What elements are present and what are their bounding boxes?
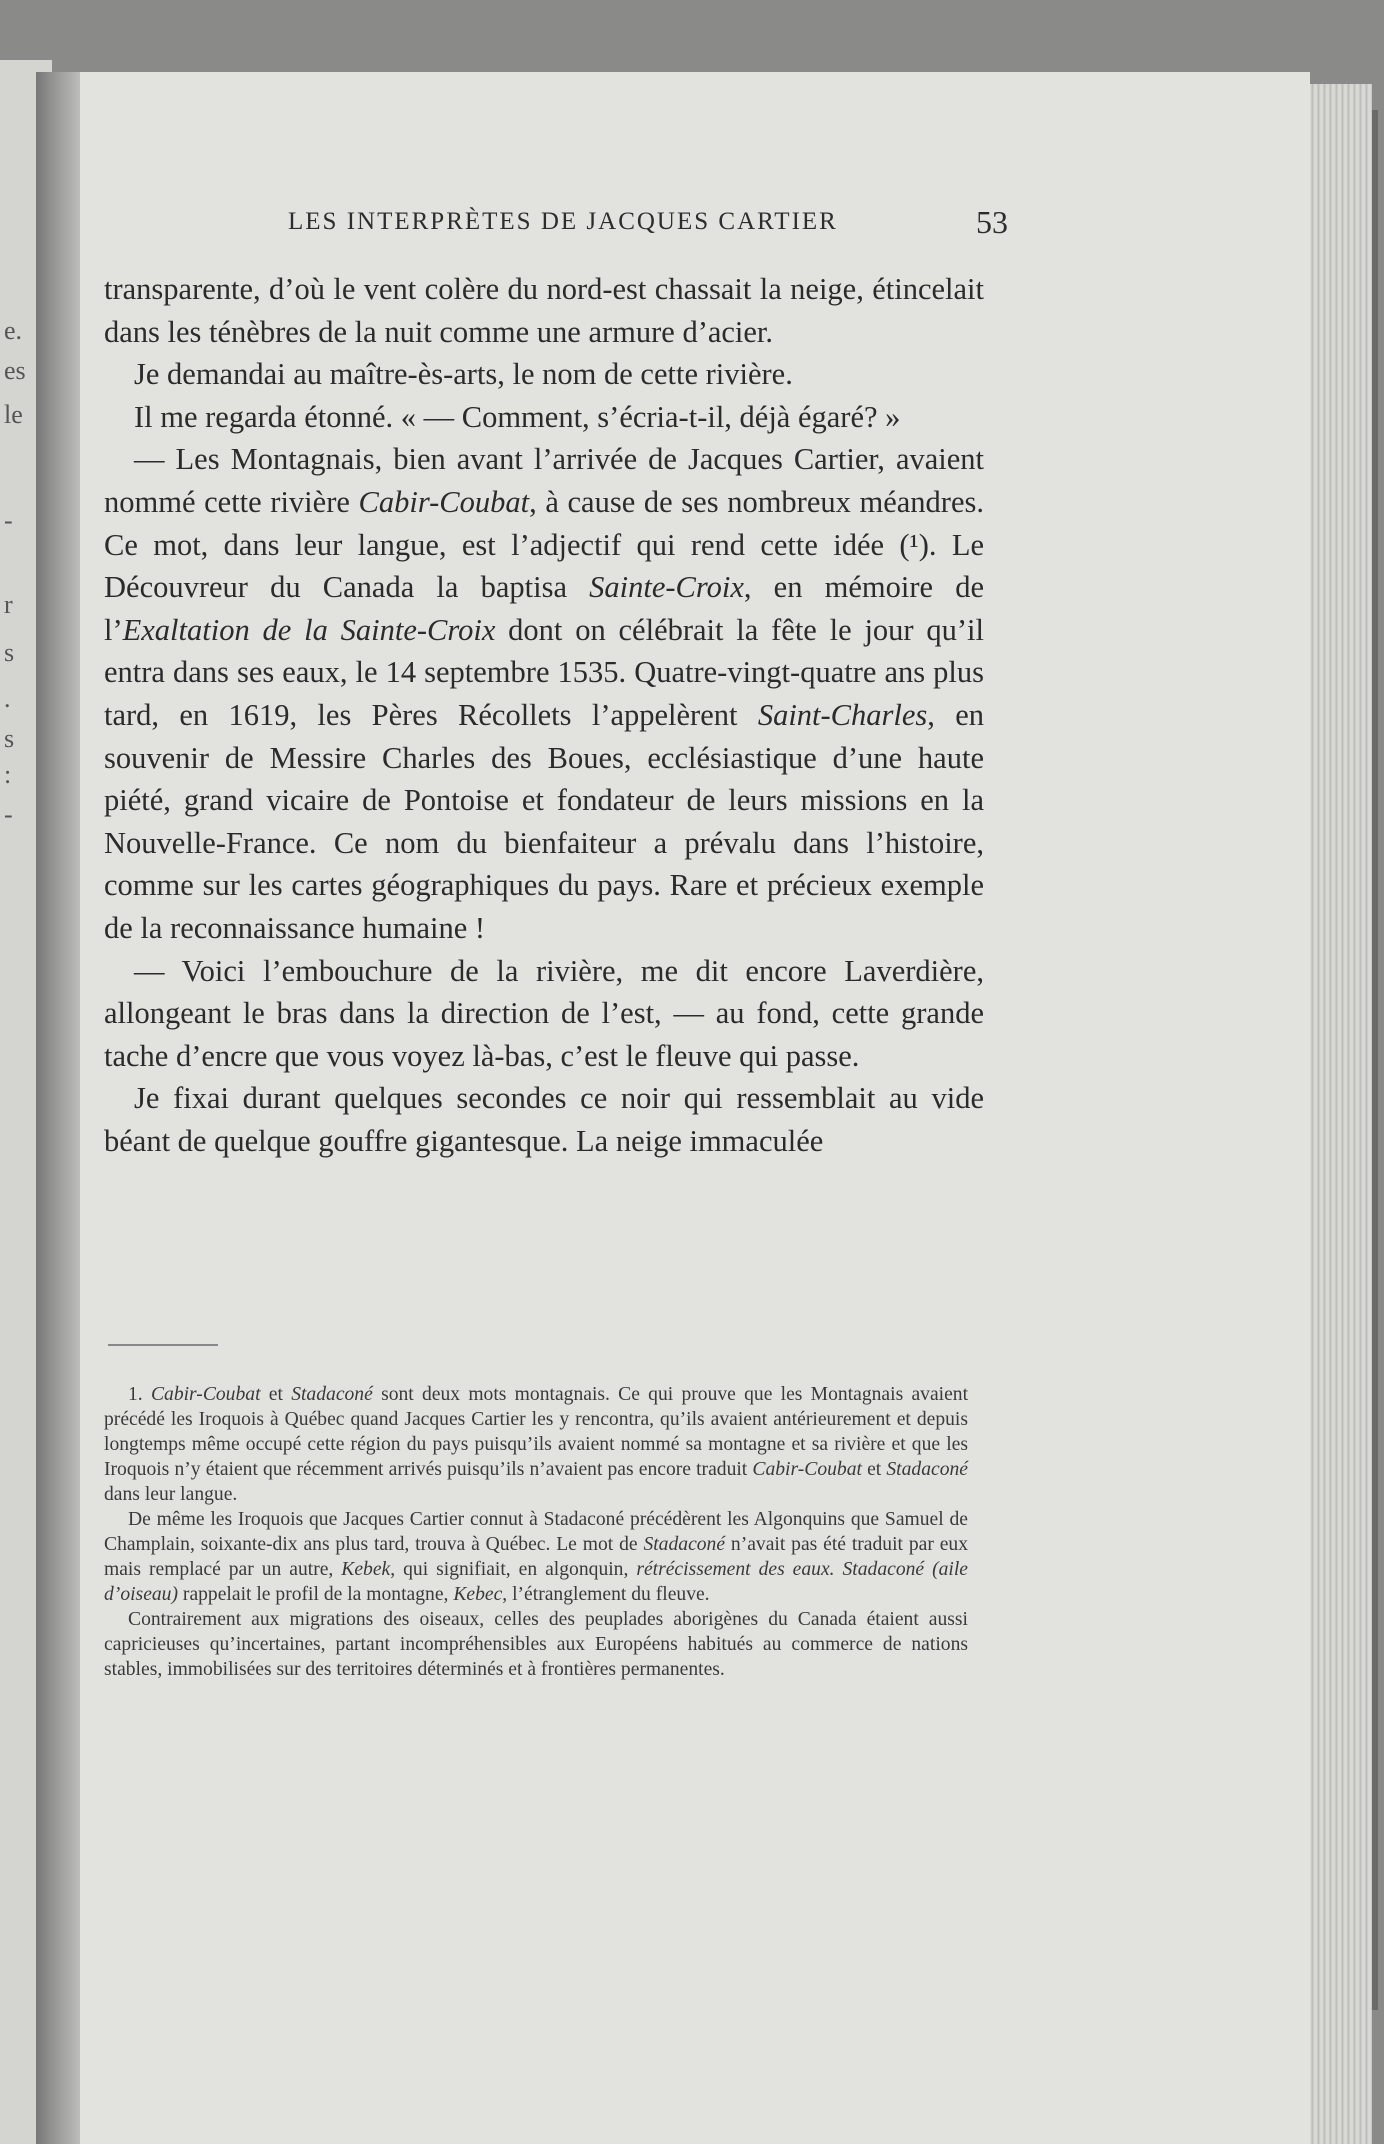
text-run: rappelait le profil de la montagne, [178,1584,454,1605]
body-text [104,268,984,1162]
paragraph: Je demandai au maître-ès-arts, le nom de cette rivière. [134,357,793,392]
page-block-edges [1300,84,1372,2144]
facing-page-fragment: - [4,506,13,535]
facing-page-fragment: s [4,638,15,667]
text-run: , en mémoire de l’ [104,570,984,647]
italic-run: Saint-Charles [757,697,928,732]
text-run: dans leur langue. [104,1484,238,1505]
paragraph: Je fixai durant quelques secondes ce noir qui ressemblait au vide béant de quelque gouffre gigantesque. La neige immaculée [104,1081,984,1158]
text-run: dont on célébrait la fête le jour qu’il entra dans ses eaux, le 14 septembre 1535. Quatre-vingt-quatre ans plus tard, en 1619, les Pères Récollets l’appelèrent [104,612,984,732]
italic-run: Cabir-Coubat [358,484,530,519]
facing-page-fragment: r [4,590,13,619]
footnotes [104,1382,968,1682]
book-cover-edge [1372,110,1378,2010]
italic-run: Stadaconé [886,1459,968,1480]
page-number: 53 [976,204,1008,240]
text-run: sont deux mots montagnais. Ce qui prouve que les Montagnais avaient précédé les Iroquois à Québec quand Jacques Cartier les y rencontra, qu’ils avaient antérieurement et depuis longtemps même occupé cette région du pays puisqu’ils avaient nommé sa montagne et sa rivière et que les Iroquois n’y étaient que récemment arrivés puisqu’ils n’avaient pas encore traduit [104,1384,969,1480]
facing-page-fragment: : [4,760,12,789]
italic-run: rétrécissement des eaux. Stadaconé (aile d’oiseau) [104,1559,968,1605]
footnote-separator [108,1344,218,1346]
page-header [288,204,1008,248]
italic-run: Cabir-Coubat [752,1459,862,1480]
footnote: Contrairement aux migrations des oiseaux, celles des peuplades aborigènes du Canada étaient aussi capricieuses qu’incertaines, partant incompréhensibles aux Européens habitués au commerce de nations stables, immobilisées sur des territoires déterminés et à frontières permanentes. [104,1609,968,1680]
text-run: , en souvenir de Messire Charles des Boues, ecclésiastique d’une haute piété, grand vicaire de Pontoise et fondateur de leurs missions en la Nouvelle-France. Ce nom du bienfaiteur a prévalu dans l’histoire, comme sur les cartes géographiques du pays. Rare et précieux exemple de la reconnaissance humaine ! [104,697,985,945]
footnote [104,1382,968,1507]
text-run: , qui signifiait, en algonquin, [390,1559,637,1580]
text-run: n’avait pas été traduit par eux mais remplacé par un autre, [104,1534,969,1580]
text-run: et [861,1459,887,1480]
italic-run: Stadaconé [291,1384,373,1405]
text-run: , l’étranglement du fleuve. [502,1584,710,1605]
footnote-number: 1. [128,1384,151,1405]
italic-run: Exaltation de la Sainte-Croix [122,612,496,647]
facing-page-fragment: s [4,724,15,753]
paragraph: — Voici l’embouchure de la rivière, me dit encore Laverdière, allongeant le bras dans la direction de l’est, — au fond, cette grande tache d’encre que vous voyez là-bas, c’est le fleuve qui passe. [104,953,984,1073]
paragraph: Il me regarda étonné. « — Comment, s’écria-t-il, déjà égaré? » [134,399,901,434]
facing-page-fragment: . [4,684,11,713]
italic-run: Stadaconé [643,1534,726,1555]
italic-run: Kebek [341,1559,391,1580]
text-run: , à cause de ses nombreux méandres. Ce mot, dans leur langue, est l’adjectif qui rend cette idée (¹). Le Découvreur du Canada la baptisa [104,484,984,605]
paragraph: transparente, d’où le vent colère du nord-est chassait la neige, étincelait dans les ténèbres de la nuit comme une armure d’acier. [104,272,984,349]
italic-run: Cabir-Coubat [150,1384,261,1405]
text-run: — Les Montagnais, bien avant l’arrivée de Jacques Cartier, avaient nommé cette rivière [104,442,984,519]
facing-page-fragment: es [4,356,26,385]
facing-page-fragment: - [4,800,13,829]
paragraph [104,438,984,949]
facing-page-fragment: e. [4,316,23,345]
facing-page-fragment: le [4,400,23,429]
italic-run: Sainte-Croix [589,570,744,605]
text-run: De même les Iroquois que Jacques Cartier connut à Stadaconé précédèrent les Algonquins que Samuel de Champlain, soixante-dix ans plus tard, trouva à Québec. Le mot de [104,1509,968,1555]
italic-run: Kebec [453,1584,503,1605]
running-title: LES INTERPRÈTES DE JACQUES CARTIER [288,208,838,235]
text-run: et [260,1384,292,1405]
footnote [104,1507,968,1607]
